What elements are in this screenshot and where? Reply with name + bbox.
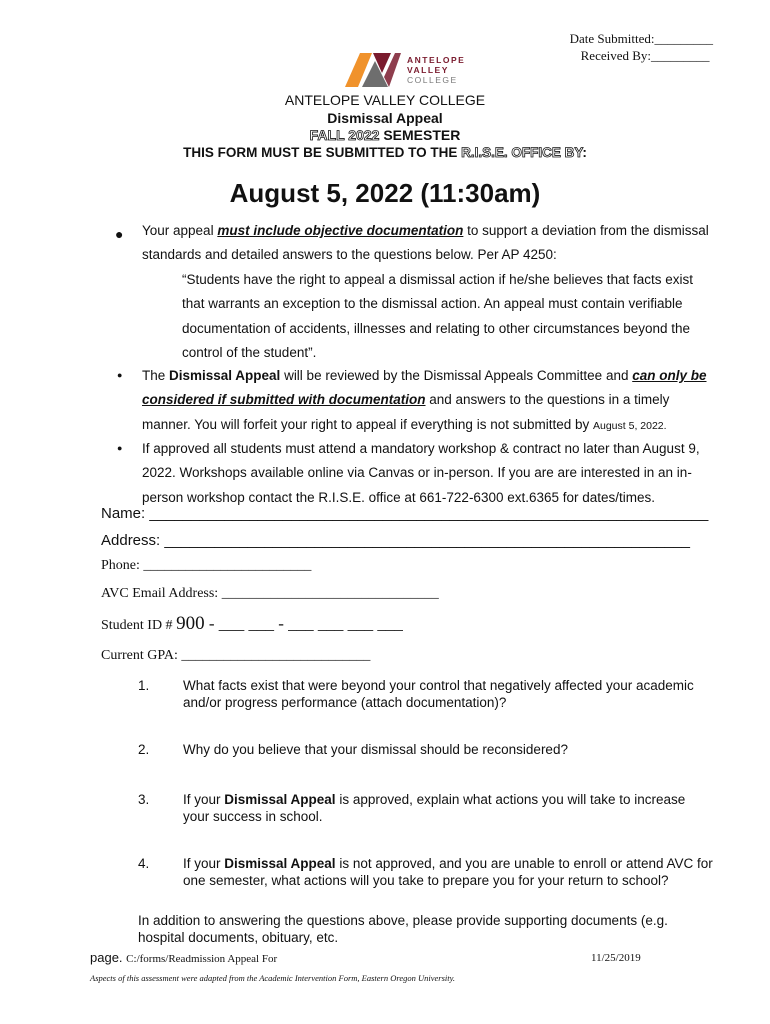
- bullet-documentation: [142, 219, 712, 268]
- bullet2-emphasis: can only be considered if submitted with documentation: [142, 368, 707, 408]
- submission-instruction-post: :: [582, 145, 587, 160]
- question-number: 3.: [138, 792, 150, 807]
- question-4-bold: Dismissal Appeal: [224, 856, 336, 871]
- bullet-marker: ●: [115, 226, 124, 242]
- policy-quote: “Students have the right to appeal a dismissal action if he/she believes that facts exist that warrants an exception to the dismissal action. An appeal must contain verifiable documentation of accidents, illnesses and relating to other circumstances beyond the control of the student”.: [182, 272, 694, 361]
- student-id-prefix: 900: [176, 613, 205, 634]
- college-name: ANTELOPE VALLEY COLLEGE: [284, 92, 486, 108]
- logo-text-line2: VALLEY: [407, 65, 449, 75]
- footer-path: C:/forms/Readmission Appeal For: [126, 953, 278, 965]
- question-1: [183, 678, 713, 711]
- form-title: Dismissal Appeal: [327, 110, 443, 126]
- submission-instruction: [0, 145, 770, 160]
- received-by-line: Received By:_________: [580, 48, 710, 63]
- submission-instruction-pre: THIS FORM MUST BE SUBMITTED TO THE: [183, 145, 462, 160]
- semester-suffix: SEMESTER: [379, 127, 461, 143]
- email-field[interactable]: AVC Email Address: _______________________________: [101, 586, 439, 601]
- question-number: 2.: [138, 742, 150, 757]
- gpa-field[interactable]: Current GPA: ___________________________: [101, 648, 371, 663]
- question-3-post: is approved, explain what actions you will take to increase your success in school.: [183, 792, 686, 824]
- submission-record: [570, 30, 713, 64]
- semester-line: [0, 127, 770, 143]
- bullet2-bold: Dismissal Appeal: [169, 368, 281, 383]
- bullet2-mid: will be reviewed by the Dismissal Appeals Committee and: [280, 368, 633, 383]
- question-4-pre: If your: [183, 856, 225, 871]
- bullet2-post: and answers to the questions in a timely manner. You will forfeit your right to appeal if everything is not submitted by: [142, 392, 670, 432]
- question-3: [183, 792, 713, 825]
- student-id-label: Student ID #: [101, 618, 177, 633]
- name-field[interactable]: Name: ___________________________________________________________________: [101, 505, 709, 522]
- bullet1-pre: Your appeal: [142, 223, 218, 238]
- logo-text-line3: COLLEGE: [407, 75, 458, 85]
- question-4-post: is not approved, and you are unable to enroll or attend AVC for one semester, what actions will you take to prepare you for your return to school?: [183, 856, 713, 888]
- question-2: [183, 742, 713, 759]
- question-3-pre: If your: [183, 792, 225, 807]
- footer-page-word: page.: [90, 950, 123, 965]
- address-field[interactable]: Address: _______________________________________________________________: [101, 532, 690, 549]
- question-2-text: Why do you believe that your dismissal should be reconsidered?: [183, 742, 568, 757]
- bullet-review: [142, 364, 712, 438]
- student-id-field[interactable]: [101, 613, 403, 635]
- bullet-workshop: If approved all students must attend a mandatory workshop & contract no later than August 9, 2022. Workshops available online via Canvas or in-person. If you are are interested in an in-person workshop contact the R.I.S.E. office at 661-722-6300 ext.6365 for dates/times.: [142, 441, 700, 505]
- bullet-marker: ●: [117, 443, 123, 453]
- question-4: [183, 856, 713, 889]
- avc-logo: [345, 53, 470, 87]
- bullet2-date: August 5, 2022.: [593, 419, 667, 432]
- bullet1-emphasis: must include objective documentation: [217, 223, 464, 238]
- question-number: 1.: [138, 678, 150, 693]
- footer-credit: Aspects of this assessment were adapted from the Academic Intervention Form, Eastern Oregon University.: [90, 973, 456, 983]
- logo-text-line1: ANTELOPE: [407, 55, 466, 65]
- student-id-blanks[interactable]: - ___ ___ - ___ ___ ___ ___: [204, 614, 403, 633]
- date-submitted-line: Date Submitted:_________: [569, 31, 713, 46]
- question-1-text: What facts exist that were beyond your control that negatively affected your academic and/or progress performance (attach documentation)?: [183, 678, 694, 710]
- footer-date: 11/25/2019: [591, 952, 641, 964]
- bullet1-post: to support a deviation from the dismissal standards and detailed answers to the questions below. Per AP 4250:: [142, 223, 709, 263]
- question-number: 4.: [138, 856, 150, 871]
- phone-field[interactable]: Phone: ________________________: [101, 558, 312, 573]
- question-3-bold: Dismissal Appeal: [224, 792, 336, 807]
- bullet2-pre: The: [142, 368, 170, 383]
- deadline-heading: August 5, 2022 (11:30am): [229, 178, 541, 208]
- bullet-marker: ●: [117, 370, 123, 380]
- semester-term: FALL 2022: [309, 127, 380, 143]
- supporting-documents-note: In addition to answering the questions above, please provide supporting documents (e.g. hospital documents, obituary, etc.: [138, 913, 668, 945]
- footer-page-path: [90, 950, 277, 965]
- rise-office-name: R.I.S.E. OFFICE BY: [461, 145, 583, 160]
